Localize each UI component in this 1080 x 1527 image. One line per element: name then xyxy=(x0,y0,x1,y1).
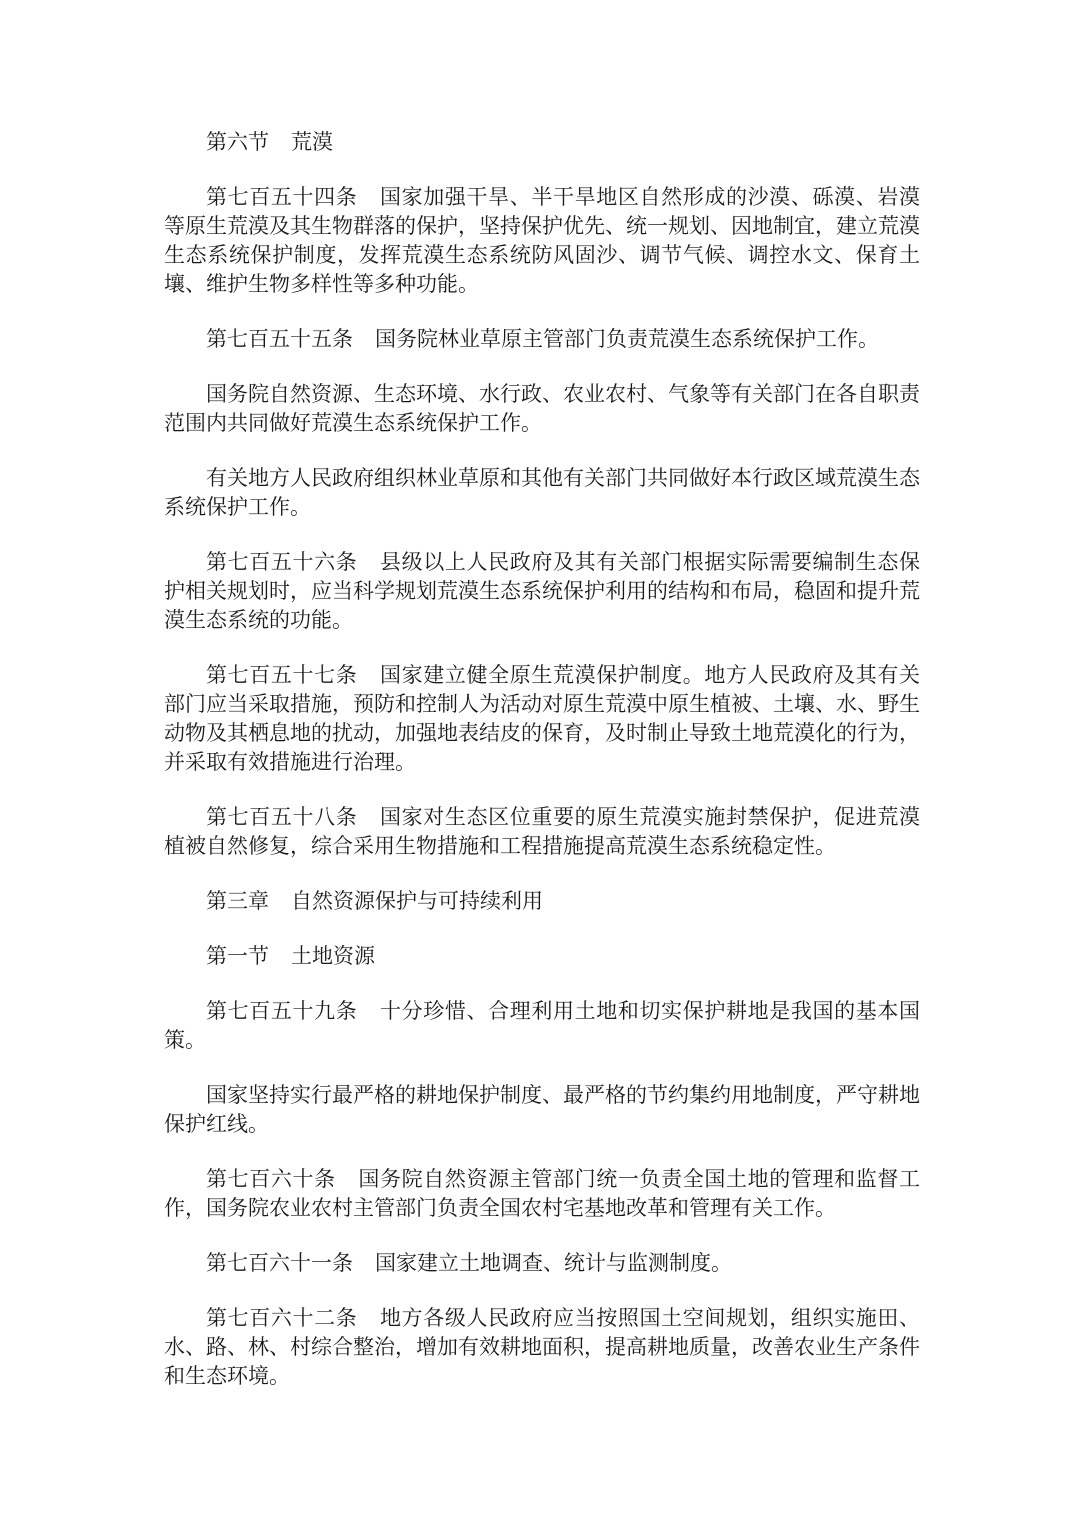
article-paragraph xyxy=(164,325,920,354)
article-paragraph xyxy=(164,1249,920,1278)
article-text: 国家建立健全原生荒漠保护制度。地方人民政府及其有关部门应当采取措施，预防和控制人为活动对原生荒漠中原生植被、土壤、水、野生动物及其栖息地的扰动，加强地表结皮的保育，及时制止导致土地荒漠化的行为，并采取有效措施进行治理。 xyxy=(164,663,920,774)
article-number: 第七百六十二条 xyxy=(206,1306,358,1330)
chapter-heading xyxy=(164,887,920,916)
section-title: 土地资源 xyxy=(291,944,375,968)
section-heading xyxy=(164,942,920,971)
paragraph-text: 国家坚持实行最严格的耕地保护制度、最严格的节约集约用地制度，严守耕地保护红线。 xyxy=(164,1083,920,1136)
article-number: 第七百六十一条 xyxy=(206,1251,353,1275)
section-label: 第一节 xyxy=(206,944,269,968)
article-text: 国务院自然资源主管部门统一负责全国土地的管理和监督工作，国务院农业农村主管部门负责全国农村宅基地改革和管理有关工作。 xyxy=(164,1167,920,1220)
article-text: 国务院林业草原主管部门负责荒漠生态系统保护工作。 xyxy=(375,327,879,351)
paragraph-text: 有关地方人民政府组织林业草原和其他有关部门共同做好本行政区域荒漠生态系统保护工作。 xyxy=(164,466,920,519)
body-paragraph xyxy=(164,1081,920,1139)
article-number: 第七百五十四条 xyxy=(206,185,358,209)
article-text: 地方各级人民政府应当按照国土空间规划，组织实施田、水、路、林、村综合整治，增加有效耕地面积，提高耕地质量，改善农业生产条件和生态环境。 xyxy=(164,1306,920,1388)
paragraph-text: 国务院自然资源、生态环境、水行政、农业农村、气象等有关部门在各自职责范围内共同做好荒漠生态系统保护工作。 xyxy=(164,382,920,435)
chapter-label: 第三章 xyxy=(206,889,269,913)
article-paragraph xyxy=(164,661,920,777)
section-title: 荒漠 xyxy=(291,130,333,154)
body-paragraph xyxy=(164,380,920,438)
article-number: 第七百六十条 xyxy=(206,1167,336,1191)
article-number: 第七百五十五条 xyxy=(206,327,353,351)
section-label: 第六节 xyxy=(206,130,269,154)
article-paragraph xyxy=(164,548,920,635)
article-text: 国家加强干旱、半干旱地区自然形成的沙漠、砾漠、岩漠等原生荒漠及其生物群落的保护，坚持保护优先、统一规划、因地制宜，建立荒漠生态系统保护制度，发挥荒漠生态系统防风固沙、调节气候、调控水文、保育土壤、维护生物多样性等多种功能。 xyxy=(164,185,920,296)
article-paragraph xyxy=(164,997,920,1055)
article-text: 国家对生态区位重要的原生荒漠实施封禁保护，促进荒漠植被自然修复，综合采用生物措施和工程措施提高荒漠生态系统稳定性。 xyxy=(164,805,920,858)
article-number: 第七百五十九条 xyxy=(206,999,358,1023)
article-text: 县级以上人民政府及其有关部门根据实际需要编制生态保护相关规划时，应当科学规划荒漠生态系统保护利用的结构和布局，稳固和提升荒漠生态系统的功能。 xyxy=(164,550,920,632)
document-body xyxy=(164,128,920,1417)
section-heading xyxy=(164,128,920,157)
article-paragraph xyxy=(164,1165,920,1223)
article-text: 国家建立土地调查、统计与监测制度。 xyxy=(375,1251,732,1275)
article-number: 第七百五十八条 xyxy=(206,805,358,829)
article-paragraph xyxy=(164,803,920,861)
body-paragraph xyxy=(164,464,920,522)
article-paragraph xyxy=(164,183,920,299)
article-number: 第七百五十七条 xyxy=(206,663,358,687)
article-number: 第七百五十六条 xyxy=(206,550,358,574)
chapter-title: 自然资源保护与可持续利用 xyxy=(291,889,543,913)
article-paragraph xyxy=(164,1304,920,1391)
article-text: 十分珍惜、合理利用土地和切实保护耕地是我国的基本国策。 xyxy=(164,999,920,1052)
